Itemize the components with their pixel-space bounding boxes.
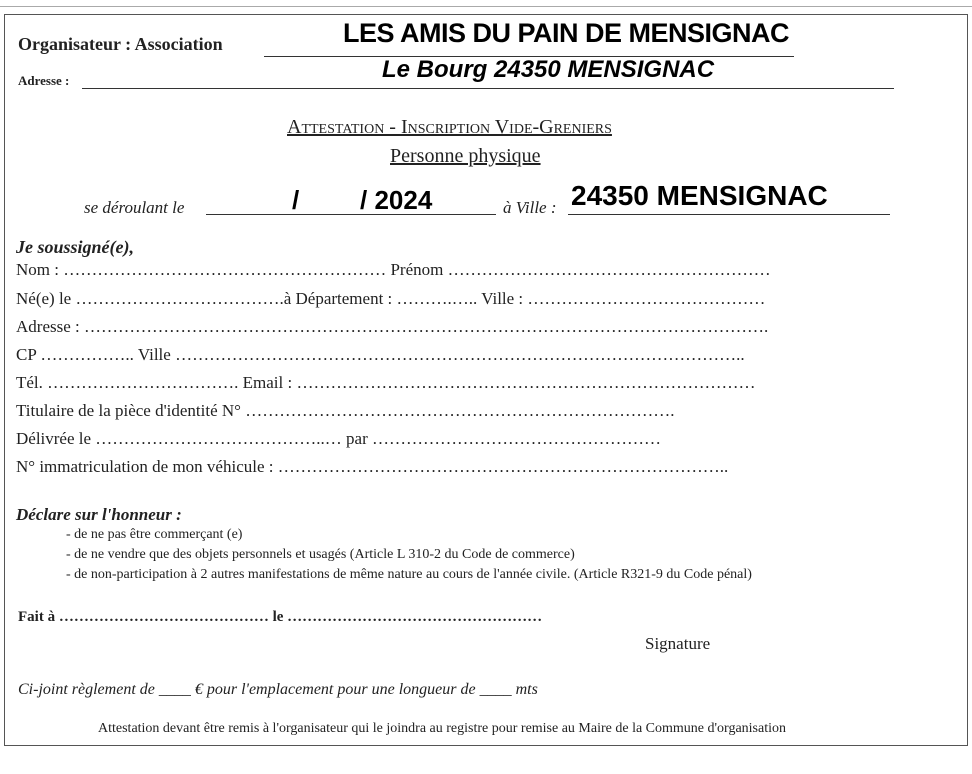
date-separator: / <box>292 185 300 215</box>
city-value: 24350 MENSIGNAC <box>571 180 828 211</box>
field-cp-ville: CP …………….. Ville ……………………………………………………………………………………….. <box>16 345 745 364</box>
field-naissance: Né(e) le ……………………………….à Département : ……….….. Ville : …………………………………… <box>16 289 766 308</box>
date-label: se déroulant le <box>84 198 185 217</box>
signature-label: Signature <box>645 634 711 653</box>
field-tel-email: Tél. ……………………………. Email : ……………………………………………………………………… <box>16 373 756 392</box>
form-subtitle: Personne physique <box>390 145 541 167</box>
organizer-label: Organisateur : Association <box>18 34 223 54</box>
declaration-item: - de ne pas être commerçant (e) <box>66 527 243 542</box>
date-year: / 2024 <box>360 185 433 215</box>
footer-note: Attestation devant être remis à l'organisateur qui le joindra au registre pour remise au Maire de la Commune d'organisation <box>98 721 786 736</box>
declaration-heading: Déclare sur l'honneur : <box>16 505 182 524</box>
field-nom-prenom: Nom : ………………………………………………… Prénom ………………………………………………… <box>16 260 771 279</box>
form-title: Attestation - Inscription Vide-Greniers <box>287 116 612 138</box>
fait-a-line: Fait à …………………………………… le …………………………………………… <box>18 609 543 625</box>
address-label: Adresse : <box>18 73 70 88</box>
organizer-value: LES AMIS DU PAIN DE MENSIGNAC <box>343 18 790 48</box>
field-adresse: Adresse : …………………………………………………………………………………………………………. <box>16 317 769 336</box>
date-underline <box>206 214 496 215</box>
top-border <box>0 6 972 7</box>
payment-line: Ci-joint règlement de ____ € pour l'emplacement pour une longueur de ____ mts <box>18 681 538 698</box>
field-delivree: Délivrée le …………………………………..… par …………………………………………… <box>16 429 661 448</box>
address-value: Le Bourg 24350 MENSIGNAC <box>382 56 715 83</box>
city-underline <box>568 214 890 215</box>
address-underline <box>82 88 894 89</box>
declaration-item: - de non-participation à 2 autres manifestations de même nature au cours de l'année civile. (Article R321-9 du Code pénal) <box>66 567 752 582</box>
soussigne-heading: Je soussigné(e), <box>16 237 134 257</box>
city-label: à Ville : <box>503 198 557 217</box>
declaration-item: - de ne vendre que des objets personnels et usagés (Article L 310-2 du Code de commerce) <box>66 547 575 562</box>
field-piece-identite: Titulaire de la pièce d'identité N° …………………………………………………………………. <box>16 401 675 420</box>
field-immatriculation: N° immatriculation de mon véhicule : …………………………………………………………………….. <box>16 457 729 476</box>
